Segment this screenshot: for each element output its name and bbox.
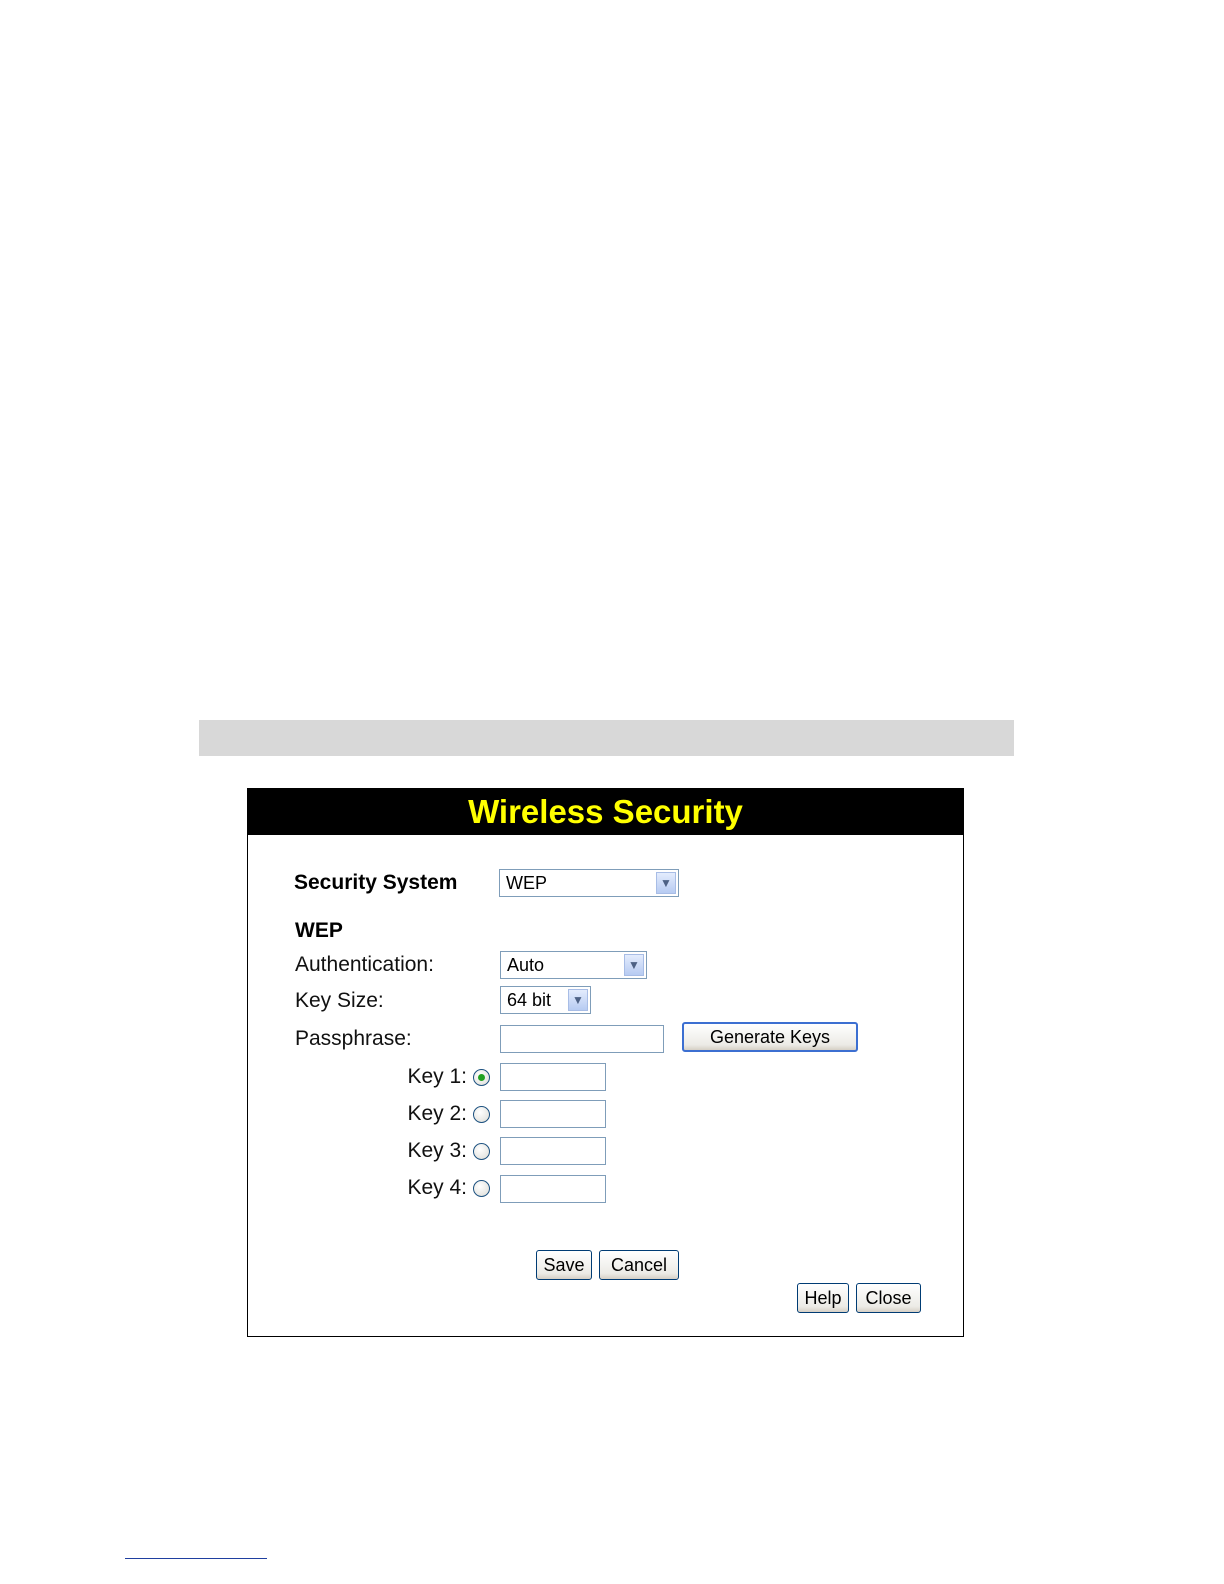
key-4-radio[interactable]	[473, 1180, 490, 1197]
key-3-radio[interactable]	[473, 1143, 490, 1160]
security-system-value: WEP	[506, 873, 548, 893]
wireless-security-panel	[247, 788, 964, 1337]
key-size-label: Key Size:	[295, 989, 384, 1012]
key-3-label: Key 3:	[407, 1139, 467, 1162]
help-button[interactable]: Help	[797, 1283, 849, 1313]
chevron-down-icon[interactable]: ▼	[656, 872, 676, 894]
footnote-rule	[125, 1558, 267, 1559]
authentication-select[interactable]	[500, 951, 647, 979]
key-3-input[interactable]	[500, 1137, 606, 1165]
section-divider-bar	[199, 720, 1014, 756]
key-1-label: Key 1:	[407, 1065, 467, 1088]
generate-keys-button[interactable]: Generate Keys	[682, 1022, 858, 1052]
key-size-select[interactable]	[500, 986, 591, 1014]
key-4-input[interactable]	[500, 1175, 606, 1203]
key-1-radio[interactable]	[473, 1069, 490, 1086]
key-2-label: Key 2:	[407, 1102, 467, 1125]
chevron-down-icon[interactable]: ▼	[568, 989, 588, 1011]
key-4-label: Key 4:	[407, 1176, 467, 1199]
panel-title: Wireless Security	[248, 789, 963, 835]
close-button[interactable]: Close	[856, 1283, 921, 1313]
authentication-value: Auto	[507, 955, 545, 975]
passphrase-input[interactable]	[500, 1025, 664, 1053]
key-size-value: 64 bit	[507, 990, 552, 1010]
save-button[interactable]: Save	[536, 1250, 592, 1280]
cancel-button[interactable]: Cancel	[599, 1250, 679, 1280]
passphrase-label: Passphrase:	[295, 1027, 412, 1050]
chevron-down-icon[interactable]: ▼	[624, 954, 644, 976]
wep-heading: WEP	[295, 919, 343, 942]
security-system-select[interactable]	[499, 869, 679, 897]
key-2-radio[interactable]	[473, 1106, 490, 1123]
security-system-label: Security System	[294, 871, 458, 894]
key-2-input[interactable]	[500, 1100, 606, 1128]
key-1-input[interactable]	[500, 1063, 606, 1091]
authentication-label: Authentication:	[295, 953, 434, 976]
